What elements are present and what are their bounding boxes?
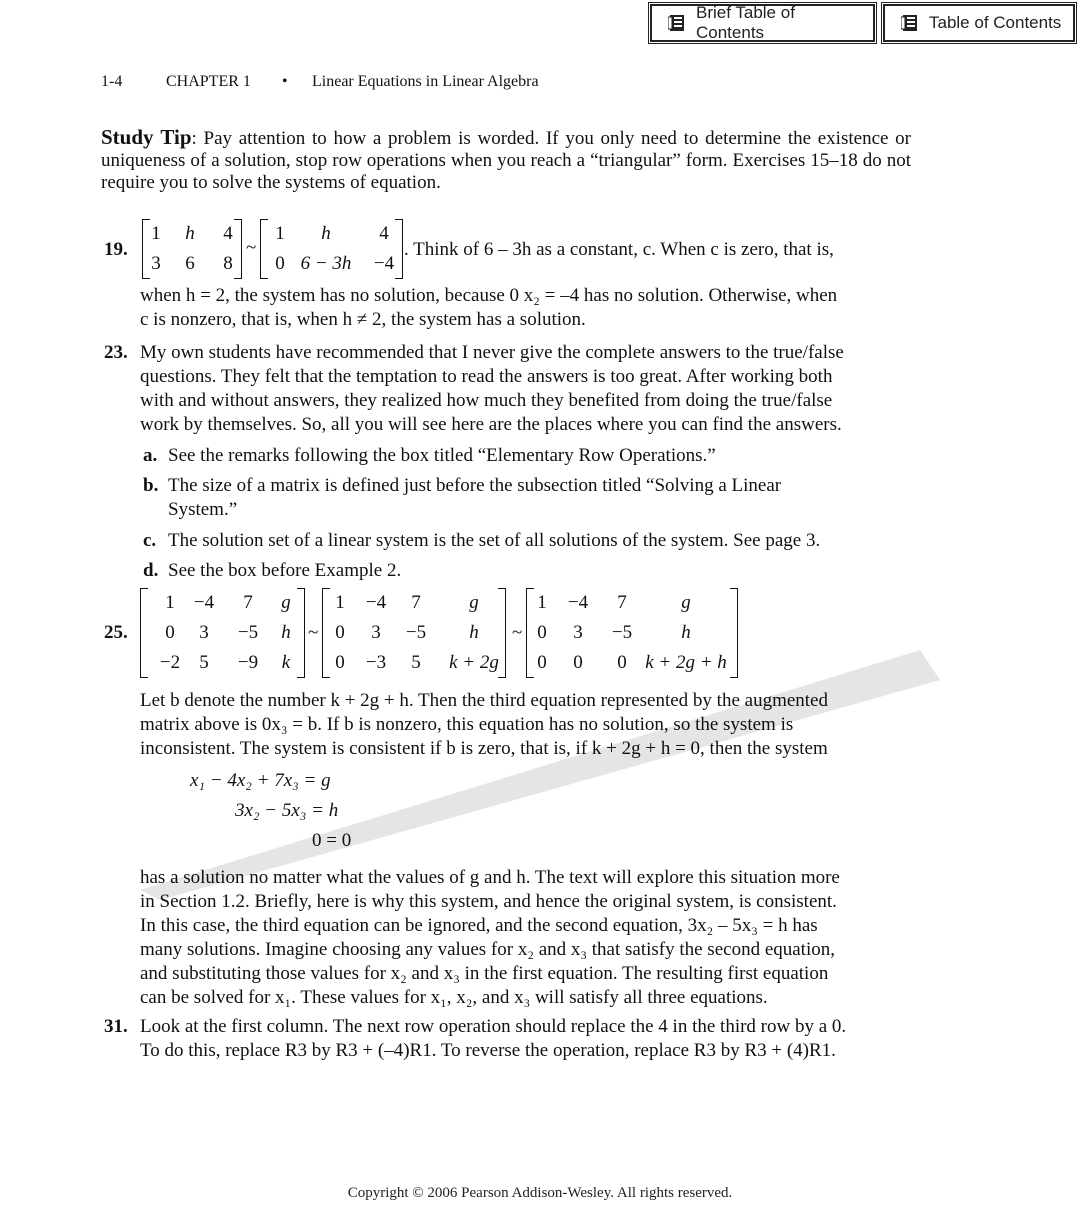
header-bullet: •	[282, 73, 288, 90]
item-text: System.”	[168, 499, 238, 520]
exercise-19-text: . Think of 6 – 3h as a constant, c. When c is zero, that is,	[404, 239, 834, 260]
matrix-cell: −3	[365, 652, 387, 673]
left-bracket	[142, 219, 150, 279]
matrix-cell: g	[281, 592, 291, 613]
study-tip-label: Study Tip	[101, 125, 192, 149]
book-icon	[901, 14, 919, 32]
brief-table-of-contents-button[interactable]	[650, 4, 875, 42]
exercise-31-line: To do this, replace R3 by R3 + (–4)R1. To reverse the operation, replace R3 by R3 + (4)R1.	[140, 1040, 836, 1061]
exercise-23-item-a	[143, 443, 716, 468]
left-bracket	[322, 588, 330, 678]
item-label: b.	[143, 475, 159, 496]
matrix-cell: 7	[411, 592, 421, 613]
matrix-cell: 0	[573, 652, 583, 673]
exercise-25-line: In this case, the third equation can be ignored, and the second equation, 3x₂ – 5x₃ = h has	[140, 915, 818, 936]
matrix-cell: 1	[151, 223, 161, 244]
matrix-cell: 5	[199, 652, 209, 673]
matrix-cell: 3	[573, 622, 583, 643]
right-bracket	[234, 219, 242, 279]
matrix-cell: −4	[193, 592, 215, 613]
matrix-cell: 0	[275, 253, 285, 274]
left-bracket	[260, 219, 268, 279]
matrix-cell: −9	[237, 652, 259, 673]
matrix-cell: 4	[379, 223, 389, 244]
study-tip	[101, 126, 911, 194]
exercise-19-line2: when h = 2, the system has no solution, because 0 x₂ = –4 has no solution. Otherwise, when	[140, 285, 838, 306]
exercise-23-line: with and without answers, they realized how much they benefited from doing the true/false	[140, 390, 833, 411]
left-bracket	[526, 588, 534, 678]
copyright-footer: Copyright © 2006 Pearson Addison-Wesley. All rights reserved.	[347, 1185, 733, 1201]
table-of-contents-button[interactable]	[883, 4, 1075, 42]
exercise-25-line: Let b denote the number k + 2g + h. Then the third equation represented by the augmented	[140, 690, 828, 711]
matrix-cell: 0	[617, 652, 627, 673]
left-bracket	[140, 588, 148, 678]
right-bracket	[498, 588, 506, 678]
right-bracket	[297, 588, 305, 678]
matrix-cell: h	[185, 223, 195, 244]
item-label: d.	[143, 560, 159, 581]
matrix-cell: k + 2g + h	[645, 652, 727, 673]
right-bracket	[730, 588, 738, 678]
matrix-cell: h	[469, 622, 479, 643]
chapter-label: CHAPTER 1	[166, 73, 251, 90]
matrix-19-b	[260, 219, 403, 279]
row-equivalence-symbol: ~	[512, 622, 523, 643]
matrix-cell: 1	[275, 223, 285, 244]
matrix-cell: 1	[537, 592, 547, 613]
system-equation-3: 0 = 0	[312, 830, 352, 851]
item-text: The size of a matrix is defined just before the subsection titled “Solving a Linear	[168, 475, 782, 496]
page-number: 1-4	[101, 73, 123, 90]
exercise-25-line: in Section 1.2. Briefly, here is why this system, and hence the original system, is consistent.	[140, 891, 837, 912]
matrix-cell: −5	[237, 622, 259, 643]
exercise-23-item-b	[143, 473, 781, 498]
exercise-23-item-c	[143, 528, 820, 553]
chapter-title: Linear Equations in Linear Algebra	[312, 73, 539, 90]
matrix-cell: g	[469, 592, 479, 613]
matrix-cell: −5	[405, 622, 427, 643]
matrix-cell: 3	[151, 253, 161, 274]
exercise-19-number: 19.	[104, 239, 128, 260]
matrix-cell: −4	[365, 592, 387, 613]
item-label: c.	[143, 530, 157, 551]
matrix-cell: −4	[567, 592, 589, 613]
exercise-23-line: questions. They felt that the temptation to read the answers is too great. After working both	[140, 366, 833, 387]
matrix-25-a	[140, 588, 305, 678]
matrix-cell: 3	[371, 622, 381, 643]
item-label: a.	[143, 445, 158, 466]
matrix-cell: h	[681, 622, 691, 643]
matrix-25-c	[526, 588, 738, 678]
row-equivalence-symbol: ~	[246, 237, 257, 258]
item-text: The solution set of a linear system is the set of all solutions of the system. See page 3.	[168, 530, 821, 551]
exercise-25-line: many solutions. Imagine choosing any values for x₂ and x₃ that satisfy the second equation,	[140, 939, 835, 960]
brief-toc-label: Brief Table of Contents	[696, 3, 795, 42]
toc-label: Table of Contents	[929, 13, 1062, 32]
item-text: See the box before Example 2.	[168, 560, 402, 581]
matrix-19-a	[142, 219, 242, 279]
exercise-25-line: inconsistent. The system is consistent if b is zero, that is, if k + 2g + h = 0, then the system	[140, 738, 828, 759]
matrix-cell: 7	[617, 592, 627, 613]
exercise-23-line: work by themselves. So, all you will see here are the places where you can find the answers.	[140, 414, 842, 435]
item-text: See the remarks following the box titled “Elementary Row Operations.”	[168, 445, 716, 466]
matrix-cell: g	[681, 592, 691, 613]
exercise-25-number: 25.	[104, 622, 128, 643]
matrix-cell: 3	[199, 622, 209, 643]
exercise-19-line3: c is nonzero, that is, when h ≠ 2, the system has a solution.	[140, 309, 586, 330]
system-equation-1: x₁ − 4x₂ + 7x₃ = g	[190, 770, 331, 791]
exercise-25-line: has a solution no matter what the values of g and h. The text will explore this situation more	[140, 867, 840, 888]
matrix-cell: 6 − 3h	[300, 253, 352, 274]
matrix-cell: 0	[335, 622, 345, 643]
exercise-25-line: can be solved for x₁. These values for x₁, x₂, and x₃ will satisfy all three equations.	[140, 987, 768, 1008]
system-equation-2: 3x₂ − 5x₃ = h	[235, 800, 339, 821]
exercise-23-item-d	[143, 558, 401, 583]
matrix-cell: 8	[223, 253, 233, 274]
exercise-25-line: and substituting those values for x₂ and x₃ in the first equation. The resulting first equation	[140, 963, 829, 984]
matrix-cell: 5	[411, 652, 421, 673]
exercise-23-number: 23.	[104, 342, 128, 363]
right-bracket	[395, 219, 403, 279]
matrix-cell: 1	[165, 592, 175, 613]
exercise-23-item-b-cont	[143, 497, 237, 522]
matrix-cell: h	[321, 223, 331, 244]
row-equivalence-symbol: ~	[308, 622, 319, 643]
matrix-cell: k + 2g	[449, 652, 499, 673]
exercise-31-line: Look at the first column. The next row operation should replace the 4 in the third row by a 0.	[140, 1016, 847, 1037]
matrix-cell: 0	[537, 622, 547, 643]
matrix-cell: k	[281, 652, 291, 673]
exercise-25-line: matrix above is 0x₃ = b. If b is nonzero, this equation has no solution, so the system is	[140, 714, 794, 735]
book-icon	[668, 14, 686, 32]
exercise-23-line: My own students have recommended that I never give the complete answers to the true/false	[140, 342, 844, 363]
matrix-cell: h	[281, 622, 291, 643]
study-tip-text: : Pay attention to how a problem is worded. If you only need to determine the existence or uniqueness of a solution, stop row operations when you reach a “triangular” form. Exercises 15–18 do not require you to solve the systems of equation.	[101, 128, 911, 193]
matrix-cell: 7	[243, 592, 253, 613]
matrix-cell: 0	[165, 622, 175, 643]
exercise-31-number: 31.	[104, 1016, 128, 1037]
matrix-cell: 1	[335, 592, 345, 613]
matrix-cell: −2	[159, 652, 181, 673]
matrix-25-b	[322, 588, 506, 678]
matrix-cell: 0	[335, 652, 345, 673]
matrix-cell: 6	[185, 253, 195, 274]
matrix-cell: 4	[223, 223, 233, 244]
matrix-cell: 0	[537, 652, 547, 673]
matrix-cell: −5	[611, 622, 633, 643]
matrix-cell: −4	[373, 253, 395, 274]
